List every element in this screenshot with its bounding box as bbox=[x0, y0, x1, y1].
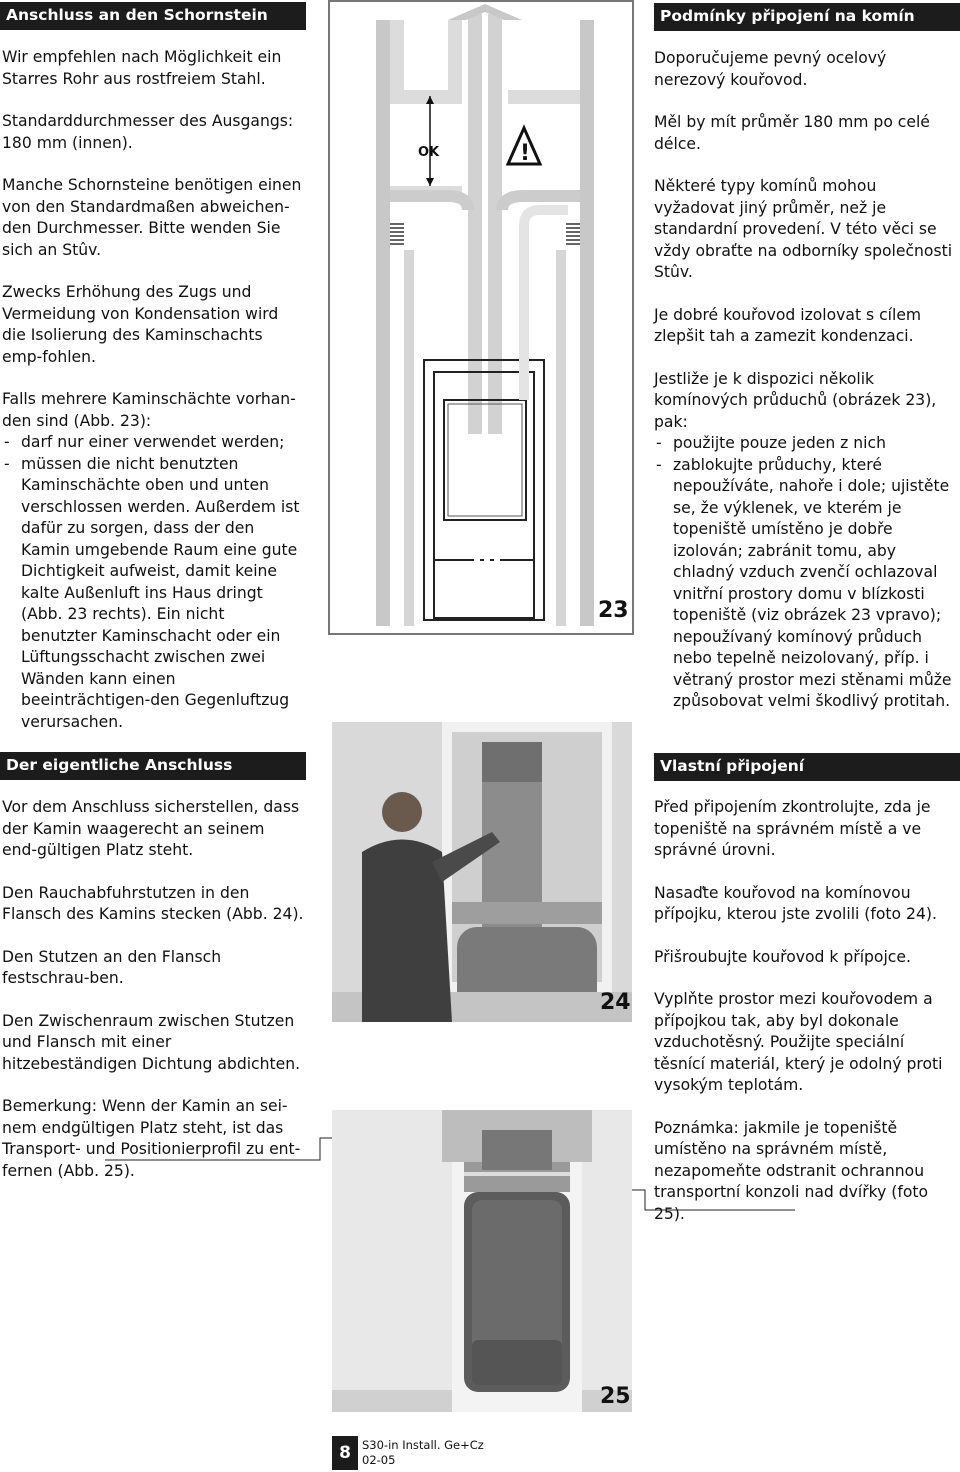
paragraph: Je dobré kouřovod izolovat s cílem zlepšit tah a zamezit kondenzaci. bbox=[654, 305, 922, 345]
list-item: - použijte pouze jeden z nich bbox=[654, 433, 960, 455]
paragraph: Některé typy komínů mohou vyžadovat jiný průměr, než je standardní provedení. V této věci se vždy obraťte na odborníky společnosti Stûv. bbox=[654, 177, 953, 281]
paragraph: Den Rauchabfuhrstutzen in den Flansch des Kamins stecken (Abb. 24). bbox=[2, 883, 304, 923]
ok-label: OK bbox=[418, 145, 440, 160]
header-rule bbox=[654, 29, 960, 31]
paragraph: Manche Schornsteine benötigen einen von den Standardmaßen abweichen-den Durchmesser. Bitte wenden Sie sich an Stûv. bbox=[2, 176, 302, 259]
paragraph: Jestliže je k dispozici několik komínových průduchů (obrázek 23), pak: bbox=[654, 369, 937, 431]
header-rule bbox=[0, 28, 306, 30]
figure-number-25: 25 bbox=[600, 1384, 631, 1409]
paragraph: Přišroubujte kouřovod k přípojce. bbox=[654, 947, 911, 966]
list-item: - müssen die nicht benutzten Kaminschächte oben und unten verschlossen werden. Außerdem ist dafür zu sorgen, dass der den Kamin umgebende Raum eine gute Dichtigkeit aufweist, damit keine kalte Außenluft ins Haus dringt (Abb. 23 rechts). Ein nicht benutzter Kaminschacht oder ein Lüftungsschacht zwischen zwei Wänden kann einen beeinträchtigen-den Gegenluftzug verursachen. bbox=[2, 454, 302, 734]
figure-number-23: 23 bbox=[598, 598, 629, 623]
section-title: Der eigentliche Anschluss bbox=[6, 756, 233, 774]
figure-25-photo bbox=[332, 1110, 632, 1412]
section-title: Anschluss an den Schornstein bbox=[6, 6, 268, 24]
czech-section2-body bbox=[654, 797, 960, 1246]
warning-symbol: ! bbox=[520, 141, 531, 166]
paragraph: Zwecks Erhöhung des Zugs und Vermeidung von Kondensation wird die Isolierung des Kaminschachts emp-fohlen. bbox=[2, 283, 279, 366]
german-section2-body bbox=[2, 797, 304, 1203]
list-item: - darf nur einer verwendet werden; bbox=[2, 432, 302, 454]
paragraph: Den Zwischenraum zwischen Stutzen und Flansch mit einer hitzebeständigen Dichtung abdichten. bbox=[2, 1011, 301, 1073]
header-rule bbox=[654, 779, 960, 781]
paragraph: Vor dem Anschluss sicherstellen, dass der Kamin waagerecht an seinem end-gültigen Platz steht. bbox=[2, 798, 300, 859]
paragraph: Doporučujeme pevný ocelový nerezový kouřovod. bbox=[654, 49, 887, 89]
figure-24-photo bbox=[332, 722, 632, 1022]
czech-section1-body bbox=[654, 48, 960, 713]
page-number: 8 bbox=[332, 1436, 358, 1470]
footer-doc-info bbox=[362, 1438, 484, 1468]
section-title: Vlastní připojení bbox=[660, 757, 805, 775]
doc-date: 02-05 bbox=[362, 1453, 396, 1467]
german-section1-body bbox=[2, 47, 302, 733]
paragraph: Standarddurchmesser des Ausgangs: 180 mm (innen). bbox=[2, 112, 294, 152]
paragraph: Den Stutzen an den Flansch festschrau-ben. bbox=[2, 947, 222, 987]
figure-number-24: 24 bbox=[600, 990, 631, 1015]
section-header-podminky bbox=[654, 3, 960, 29]
doc-name: S30-in Install. Ge+Cz bbox=[362, 1438, 484, 1452]
dash-list bbox=[2, 432, 302, 733]
paragraph: Falls mehrere Kaminschächte vorhan-den sind (Abb. 23): bbox=[2, 390, 296, 430]
paragraph: Měl by mít průměr 180 mm po celé délce. bbox=[654, 113, 930, 153]
paragraph: Bemerkung: Wenn der Kamin an sei-nem endgültigen Platz steht, ist das Transport- und Positionierprofil zu ent-fernen (Abb. 25). bbox=[2, 1097, 301, 1180]
paragraph: Vyplňte prostor mezi kouřovodem a přípojkou tak, aby byl dokonale vzduchotěsný. Použijte speciální těsnící materiál, který je odolný proti vysokým teplotám. bbox=[654, 990, 943, 1094]
section-header-eigentliche bbox=[0, 752, 306, 778]
paragraph: Nasaďte kouřovod na komínovou přípojku, kterou jste zvolili (foto 24). bbox=[654, 883, 937, 923]
paragraph: Před připojením zkontrolujte, zda je topeniště na správném místě a ve správné úrovni. bbox=[654, 798, 931, 859]
dash-list bbox=[654, 433, 960, 713]
section-header-vlastni bbox=[654, 753, 960, 779]
section-header-anschluss bbox=[0, 2, 306, 28]
figure-23-chimney-diagram bbox=[328, 0, 634, 636]
section-title: Podmínky připojení na komín bbox=[660, 7, 915, 25]
paragraph: Wir empfehlen nach Möglichkeit ein Starres Rohr aus rostfreiem Stahl. bbox=[2, 48, 282, 88]
list-item: - zablokujte průduchy, které nepoužíváte, nahoře i dole; ujistěte se, že výklenek, ve kterém je topeniště umístěno je dobře izolován; zabránit tomu, aby chladný vzduch zvenčí ochlazoval vnitřní prostory domu v blízkosti topeniště (viz obrázek 23 vpravo); nepoužívaný komínový průduch nebo tepelně neizolovaný, příp. i větraný prostor mezi stěnami může způsobovat velmi škodlivý protitah. bbox=[654, 455, 960, 713]
paragraph: Poznámka: jakmile je topeniště umístěno na správném místě, nezapomeňte odstranit ochrannou transportní konzoli nad dvířky (foto 25). bbox=[654, 1118, 929, 1223]
header-rule bbox=[0, 778, 306, 780]
